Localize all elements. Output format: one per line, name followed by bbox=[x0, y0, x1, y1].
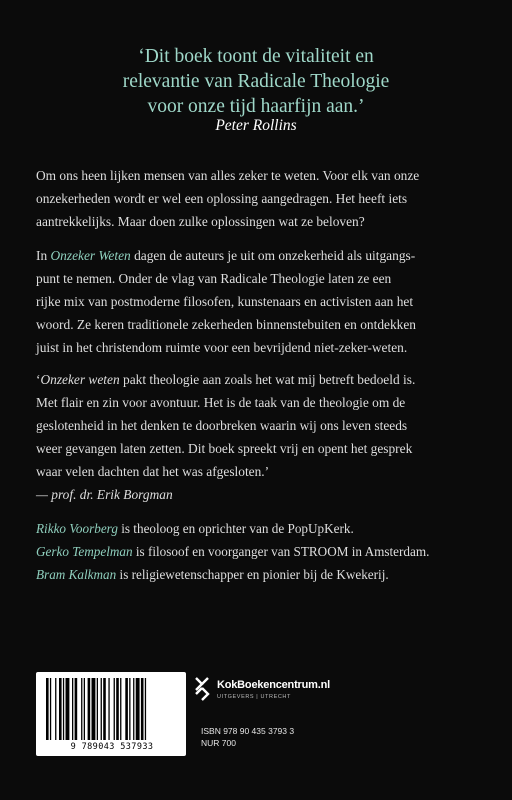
barcode-bar bbox=[66, 678, 70, 740]
book-title: Onzeker Weten bbox=[50, 248, 131, 263]
barcode-bar bbox=[75, 678, 78, 740]
text-line: waar velen dachten dat het was afgesloten.’ bbox=[36, 464, 270, 479]
barcode-bar bbox=[72, 678, 73, 740]
barcode-bar bbox=[101, 678, 102, 740]
text-fragment: pakt theologie aan zoals het wat mij betreft bedoeld is. bbox=[119, 372, 416, 387]
barcode-bar bbox=[81, 678, 82, 740]
text-line: woord. Ze keren traditionele zekerheden binnenstebuiten en ontdekken bbox=[36, 317, 416, 332]
author-bio-text: is religiewetenschapper en pionier bij de Kwekerij. bbox=[116, 567, 389, 582]
text-line: rijke mix van postmoderne filosofen, kunstenaars en activisten aan het bbox=[36, 294, 414, 309]
author-bio bbox=[36, 563, 486, 586]
author-bio bbox=[36, 517, 486, 540]
text-line: Om ons heen lijken mensen van alles zeker te weten. Voor elk van onze bbox=[36, 168, 420, 183]
barcode-bar bbox=[136, 678, 140, 740]
barcode-bar bbox=[88, 678, 91, 740]
barcode-digits: 9 789043 537933 bbox=[70, 742, 154, 752]
text-fragment: In bbox=[36, 248, 51, 263]
publisher-name: KokBoekencentrum.nl bbox=[217, 679, 330, 691]
text-fragment: ‘ bbox=[36, 372, 41, 387]
barcode-bar bbox=[125, 678, 128, 740]
barcode-bar bbox=[55, 678, 56, 740]
description-paragraph bbox=[36, 244, 480, 359]
barcode-bar bbox=[103, 678, 106, 740]
publisher-logo bbox=[193, 675, 383, 705]
barcode-bar bbox=[133, 678, 134, 740]
barcode-bar bbox=[97, 678, 98, 740]
intro-paragraph bbox=[36, 164, 480, 233]
barcode-bar bbox=[116, 678, 119, 740]
author-name: Gerko Tempelman bbox=[36, 544, 133, 559]
barcode-bar bbox=[120, 678, 121, 740]
quote-author: Peter Rollins bbox=[215, 117, 297, 134]
quote-line: relevantie van Radicale Theologie bbox=[122, 71, 390, 92]
barcode-bar bbox=[84, 678, 85, 740]
author-name: Bram Kalkman bbox=[36, 567, 117, 582]
text-line: weer gevangen laten zetten. Dit boek spreekt vrij en opent het gesprek bbox=[36, 441, 413, 456]
publisher-mark-icon bbox=[193, 675, 213, 701]
barcode-bar bbox=[129, 678, 130, 740]
text-line bbox=[36, 368, 480, 391]
endorsement-quote bbox=[0, 44, 512, 119]
barcode-bars bbox=[36, 672, 186, 744]
text-line: juist in het christendom ruimte voor een bevrijdend niet-zeker-weten. bbox=[36, 340, 408, 355]
review-attribution: — prof. dr. Erik Borgman bbox=[36, 487, 173, 502]
isbn-number: ISBN 978 90 435 3793 3 bbox=[201, 726, 295, 736]
text-fragment: dagen de auteurs je uit om onzekerheid als uitgangs- bbox=[130, 248, 416, 263]
barcode-bar bbox=[50, 678, 51, 740]
publisher-subtitle: UITGEVERS | UTRECHT bbox=[217, 694, 291, 700]
quote-line: voor onze tijd haarfijn aan.’ bbox=[147, 96, 365, 117]
text-line: Met flair en zin voor avontuur. Het is de taak van de theologie om de bbox=[36, 395, 406, 410]
barcode-bar bbox=[114, 678, 115, 740]
barcode-bar bbox=[145, 678, 146, 740]
book-title: Onzeker weten bbox=[40, 372, 120, 387]
barcode-bar bbox=[92, 678, 96, 740]
barcode bbox=[36, 672, 186, 756]
barcode-bar bbox=[141, 678, 144, 740]
text-line bbox=[36, 244, 480, 267]
barcode-bar bbox=[59, 678, 62, 740]
author-bio bbox=[36, 540, 486, 563]
author-bios bbox=[36, 517, 486, 586]
text-line: geslotenheid in het denken te doorbreken waarin wij ons leven steeds bbox=[36, 418, 408, 433]
barcode-bar bbox=[63, 678, 64, 740]
quote-line: ‘Dit boek toont de vitaliteit en bbox=[138, 46, 374, 67]
barcode-bar bbox=[108, 678, 109, 740]
author-bio-text: is theoloog en oprichter van de PopUpKerk. bbox=[117, 521, 354, 536]
text-line: aantrekkelijks. Maar doen zulke oplossingen wat ze beloven? bbox=[36, 214, 365, 229]
review-paragraph bbox=[36, 368, 480, 506]
nur-code: NUR 700 bbox=[201, 738, 236, 748]
isbn-block bbox=[201, 725, 294, 749]
text-line: onzekerheden wordt er wel een oplossing aangedragen. Het heeft iets bbox=[36, 191, 408, 206]
text-line: punt te nemen. Onder de vlag van Radicale Theologie laten ze een bbox=[36, 271, 392, 286]
barcode-bar bbox=[46, 678, 49, 740]
author-name: Rikko Voorberg bbox=[36, 521, 118, 536]
author-bio-text: is filosoof en voorganger van STROOM in Amsterdam. bbox=[132, 544, 430, 559]
